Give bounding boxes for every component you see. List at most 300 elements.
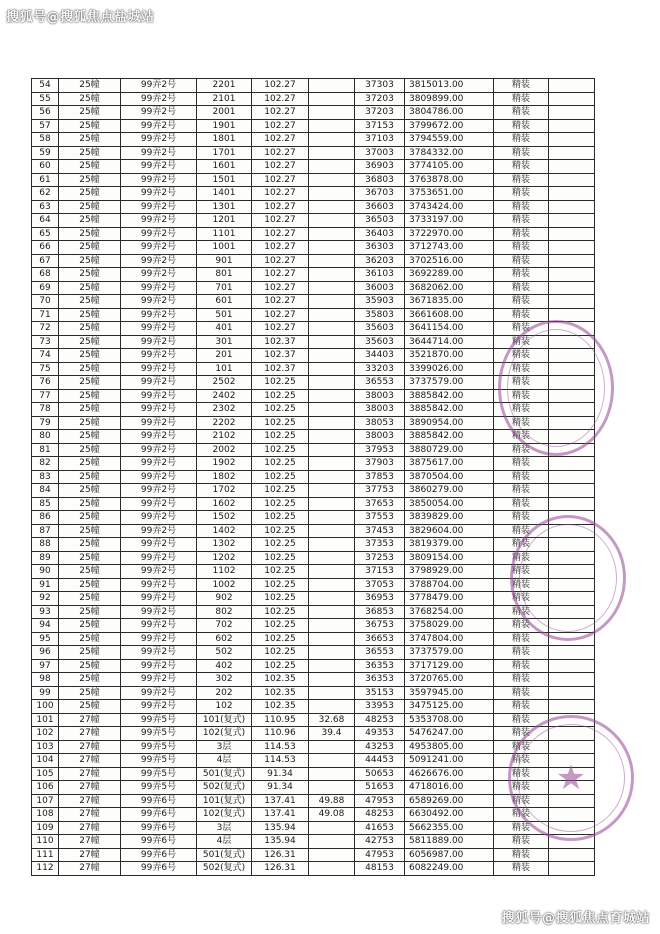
cell-area: 102.27 — [252, 160, 309, 174]
cell-blank — [549, 241, 595, 255]
cell-room: 501 — [197, 308, 252, 322]
cell-room: 601 — [197, 295, 252, 309]
cell-extra-area — [309, 484, 355, 498]
cell-building: 25幢 — [59, 524, 121, 538]
cell-blank — [549, 673, 595, 687]
table-row — [32, 281, 595, 295]
cell-finish: 精装 — [494, 214, 549, 228]
cell-finish: 精装 — [494, 443, 549, 457]
cell-area: 102.25 — [252, 389, 309, 403]
cell-unit-price: 36703 — [355, 187, 405, 201]
table-row — [32, 349, 595, 363]
table-row — [32, 227, 595, 241]
cell-building: 25幢 — [59, 430, 121, 444]
cell-row-number: 57 — [32, 119, 59, 133]
cell-total-price: 4626676.00 — [405, 767, 494, 781]
cell-blank — [549, 619, 595, 633]
cell-area: 102.35 — [252, 673, 309, 687]
cell-row-number: 61 — [32, 173, 59, 187]
cell-unit-price: 44453 — [355, 754, 405, 768]
cell-row-number: 100 — [32, 700, 59, 714]
cell-extra-area — [309, 187, 355, 201]
cell-row-number: 77 — [32, 389, 59, 403]
cell-building: 27幢 — [59, 808, 121, 822]
table-row — [32, 200, 595, 214]
cell-area: 102.25 — [252, 646, 309, 660]
cell-blank — [549, 632, 595, 646]
table-row — [32, 848, 595, 862]
price-list-sheet — [31, 78, 594, 876]
cell-building: 25幢 — [59, 295, 121, 309]
cell-address: 99弄2号 — [121, 416, 197, 430]
cell-total-price: 3788704.00 — [405, 578, 494, 592]
cell-extra-area — [309, 281, 355, 295]
cell-row-number: 66 — [32, 241, 59, 255]
cell-address: 99弄2号 — [121, 389, 197, 403]
cell-finish: 精装 — [494, 484, 549, 498]
cell-area: 91.34 — [252, 767, 309, 781]
cell-extra-area — [309, 646, 355, 660]
cell-unit-price: 37753 — [355, 484, 405, 498]
table-row — [32, 376, 595, 390]
cell-address: 99弄2号 — [121, 403, 197, 417]
cell-total-price: 3850054.00 — [405, 497, 494, 511]
cell-room: 1002 — [197, 578, 252, 592]
cell-blank — [549, 187, 595, 201]
cell-extra-area — [309, 362, 355, 376]
cell-area: 137.41 — [252, 794, 309, 808]
table-row — [32, 538, 595, 552]
cell-finish: 精装 — [494, 308, 549, 322]
cell-finish: 精装 — [494, 119, 549, 133]
cell-finish: 精装 — [494, 740, 549, 754]
cell-blank — [549, 538, 595, 552]
cell-total-price: 3712743.00 — [405, 241, 494, 255]
cell-row-number: 83 — [32, 470, 59, 484]
cell-address: 99弄2号 — [121, 160, 197, 174]
table-row — [32, 578, 595, 592]
cell-finish: 精装 — [494, 403, 549, 417]
cell-room: 701 — [197, 281, 252, 295]
cell-building: 25幢 — [59, 349, 121, 363]
table-row — [32, 619, 595, 633]
cell-unit-price: 36753 — [355, 619, 405, 633]
cell-blank — [549, 511, 595, 525]
cell-blank — [549, 862, 595, 876]
cell-unit-price: 36603 — [355, 200, 405, 214]
cell-address: 99弄2号 — [121, 511, 197, 525]
cell-finish: 精装 — [494, 511, 549, 525]
cell-blank — [549, 119, 595, 133]
cell-unit-price: 48253 — [355, 808, 405, 822]
cell-extra-area: 49.88 — [309, 794, 355, 808]
cell-area: 102.25 — [252, 403, 309, 417]
cell-room: 102(复式) — [197, 727, 252, 741]
cell-unit-price: 35603 — [355, 335, 405, 349]
cell-extra-area — [309, 767, 355, 781]
cell-address: 99弄5号 — [121, 754, 197, 768]
cell-area: 102.25 — [252, 443, 309, 457]
table-row — [32, 268, 595, 282]
cell-row-number: 102 — [32, 727, 59, 741]
cell-total-price: 3641154.00 — [405, 322, 494, 336]
cell-unit-price: 38003 — [355, 430, 405, 444]
cell-blank — [549, 821, 595, 835]
cell-area: 102.25 — [252, 376, 309, 390]
cell-area: 102.25 — [252, 457, 309, 471]
cell-total-price: 3743424.00 — [405, 200, 494, 214]
cell-room: 602 — [197, 632, 252, 646]
cell-area: 102.27 — [252, 214, 309, 228]
cell-unit-price: 36303 — [355, 241, 405, 255]
cell-building: 25幢 — [59, 443, 121, 457]
cell-area: 102.27 — [252, 119, 309, 133]
cell-row-number: 84 — [32, 484, 59, 498]
table-row — [32, 808, 595, 822]
cell-extra-area — [309, 511, 355, 525]
cell-building: 27幢 — [59, 727, 121, 741]
cell-building: 25幢 — [59, 362, 121, 376]
cell-area: 102.27 — [252, 295, 309, 309]
cell-extra-area — [309, 106, 355, 120]
cell-building: 25幢 — [59, 200, 121, 214]
cell-total-price: 5662355.00 — [405, 821, 494, 835]
cell-building: 25幢 — [59, 106, 121, 120]
cell-extra-area — [309, 781, 355, 795]
cell-row-number: 74 — [32, 349, 59, 363]
cell-total-price: 3809899.00 — [405, 92, 494, 106]
cell-extra-area — [309, 254, 355, 268]
cell-finish: 精装 — [494, 457, 549, 471]
cell-extra-area — [309, 173, 355, 187]
table-row — [32, 362, 595, 376]
cell-address: 99弄2号 — [121, 646, 197, 660]
cell-area: 110.96 — [252, 727, 309, 741]
cell-room: 101(复式) — [197, 794, 252, 808]
cell-row-number: 85 — [32, 497, 59, 511]
cell-row-number: 109 — [32, 821, 59, 835]
table-row — [32, 484, 595, 498]
cell-blank — [549, 781, 595, 795]
table-row — [32, 457, 595, 471]
cell-row-number: 70 — [32, 295, 59, 309]
cell-room: 202 — [197, 686, 252, 700]
cell-total-price: 4953805.00 — [405, 740, 494, 754]
cell-area: 102.25 — [252, 538, 309, 552]
cell-row-number: 81 — [32, 443, 59, 457]
cell-room: 2202 — [197, 416, 252, 430]
cell-extra-area — [309, 592, 355, 606]
cell-extra-area — [309, 470, 355, 484]
cell-building: 25幢 — [59, 79, 121, 93]
cell-room: 1701 — [197, 146, 252, 160]
cell-total-price: 3799672.00 — [405, 119, 494, 133]
cell-row-number: 88 — [32, 538, 59, 552]
cell-address: 99弄2号 — [121, 430, 197, 444]
cell-blank — [549, 794, 595, 808]
cell-area: 135.94 — [252, 835, 309, 849]
cell-row-number: 79 — [32, 416, 59, 430]
cell-room: 102 — [197, 700, 252, 714]
cell-area: 102.27 — [252, 173, 309, 187]
cell-address: 99弄6号 — [121, 862, 197, 876]
cell-finish: 精装 — [494, 389, 549, 403]
cell-extra-area — [309, 403, 355, 417]
cell-room: 401 — [197, 322, 252, 336]
cell-blank — [549, 659, 595, 673]
cell-finish: 精装 — [494, 565, 549, 579]
cell-address: 99弄2号 — [121, 349, 197, 363]
cell-blank — [549, 524, 595, 538]
cell-address: 99弄2号 — [121, 497, 197, 511]
cell-blank — [549, 146, 595, 160]
cell-address: 99弄2号 — [121, 106, 197, 120]
cell-finish: 精装 — [494, 187, 549, 201]
cell-address: 99弄5号 — [121, 781, 197, 795]
cell-row-number: 105 — [32, 767, 59, 781]
cell-room: 2001 — [197, 106, 252, 120]
cell-building: 25幢 — [59, 538, 121, 552]
cell-room: 1802 — [197, 470, 252, 484]
cell-finish: 精装 — [494, 497, 549, 511]
cell-blank — [549, 416, 595, 430]
cell-blank — [549, 808, 595, 822]
cell-blank — [549, 92, 595, 106]
cell-area: 114.53 — [252, 740, 309, 754]
cell-extra-area — [309, 295, 355, 309]
cell-total-price: 3809154.00 — [405, 551, 494, 565]
cell-row-number: 97 — [32, 659, 59, 673]
cell-building: 25幢 — [59, 376, 121, 390]
cell-room: 2101 — [197, 92, 252, 106]
cell-row-number: 80 — [32, 430, 59, 444]
cell-building: 25幢 — [59, 389, 121, 403]
cell-extra-area — [309, 349, 355, 363]
cell-unit-price: 47953 — [355, 848, 405, 862]
cell-total-price: 3885842.00 — [405, 389, 494, 403]
cell-row-number: 93 — [32, 605, 59, 619]
cell-total-price: 3733197.00 — [405, 214, 494, 228]
cell-row-number: 94 — [32, 619, 59, 633]
cell-room: 2502 — [197, 376, 252, 390]
cell-address: 99弄2号 — [121, 673, 197, 687]
cell-total-price: 6056987.00 — [405, 848, 494, 862]
cell-unit-price: 33953 — [355, 700, 405, 714]
cell-blank — [549, 646, 595, 660]
cell-blank — [549, 79, 595, 93]
cell-room: 501(复式) — [197, 767, 252, 781]
cell-blank — [549, 106, 595, 120]
cell-finish: 精装 — [494, 646, 549, 660]
cell-room: 1601 — [197, 160, 252, 174]
cell-address: 99弄6号 — [121, 821, 197, 835]
cell-finish: 精装 — [494, 835, 549, 849]
cell-unit-price: 51653 — [355, 781, 405, 795]
cell-unit-price: 35803 — [355, 308, 405, 322]
table-row — [32, 646, 595, 660]
cell-address: 99弄2号 — [121, 79, 197, 93]
cell-extra-area — [309, 335, 355, 349]
cell-row-number: 59 — [32, 146, 59, 160]
cell-unit-price: 42753 — [355, 835, 405, 849]
cell-finish: 精装 — [494, 254, 549, 268]
cell-room: 402 — [197, 659, 252, 673]
cell-extra-area — [309, 754, 355, 768]
cell-extra-area: 32.68 — [309, 713, 355, 727]
cell-row-number: 86 — [32, 511, 59, 525]
table-row — [32, 254, 595, 268]
cell-area: 102.27 — [252, 268, 309, 282]
cell-room: 301 — [197, 335, 252, 349]
cell-area: 102.25 — [252, 619, 309, 633]
cell-building: 25幢 — [59, 416, 121, 430]
cell-blank — [549, 200, 595, 214]
cell-area: 102.25 — [252, 605, 309, 619]
cell-finish: 精装 — [494, 632, 549, 646]
cell-area: 102.25 — [252, 524, 309, 538]
cell-unit-price: 35153 — [355, 686, 405, 700]
cell-building: 25幢 — [59, 281, 121, 295]
cell-total-price: 3475125.00 — [405, 700, 494, 714]
cell-finish: 精装 — [494, 754, 549, 768]
cell-total-price: 4718016.00 — [405, 781, 494, 795]
cell-finish: 精装 — [494, 524, 549, 538]
cell-building: 25幢 — [59, 470, 121, 484]
cell-total-price: 3722970.00 — [405, 227, 494, 241]
price-table-body — [32, 79, 595, 876]
cell-address: 99弄2号 — [121, 119, 197, 133]
table-row — [32, 187, 595, 201]
cell-unit-price: 37303 — [355, 79, 405, 93]
cell-address: 99弄2号 — [121, 578, 197, 592]
cell-total-price: 3692289.00 — [405, 268, 494, 282]
cell-room: 702 — [197, 619, 252, 633]
cell-address: 99弄2号 — [121, 146, 197, 160]
cell-building: 27幢 — [59, 740, 121, 754]
table-row — [32, 605, 595, 619]
cell-address: 99弄2号 — [121, 241, 197, 255]
cell-finish: 精装 — [494, 673, 549, 687]
cell-unit-price: 36653 — [355, 632, 405, 646]
cell-unit-price: 41653 — [355, 821, 405, 835]
cell-finish: 精装 — [494, 335, 549, 349]
cell-blank — [549, 700, 595, 714]
cell-area: 102.35 — [252, 700, 309, 714]
cell-building: 25幢 — [59, 187, 121, 201]
cell-blank — [549, 767, 595, 781]
table-row — [32, 524, 595, 538]
cell-blank — [549, 268, 595, 282]
cell-building: 25幢 — [59, 605, 121, 619]
cell-extra-area — [309, 848, 355, 862]
cell-finish: 精装 — [494, 376, 549, 390]
cell-building: 25幢 — [59, 619, 121, 633]
cell-unit-price: 37003 — [355, 146, 405, 160]
cell-total-price: 5476247.00 — [405, 727, 494, 741]
cell-row-number: 68 — [32, 268, 59, 282]
cell-address: 99弄2号 — [121, 173, 197, 187]
cell-area: 102.27 — [252, 187, 309, 201]
cell-finish: 精装 — [494, 727, 549, 741]
cell-extra-area — [309, 835, 355, 849]
cell-unit-price: 37853 — [355, 470, 405, 484]
cell-row-number: 104 — [32, 754, 59, 768]
cell-extra-area — [309, 538, 355, 552]
table-row — [32, 335, 595, 349]
cell-area: 102.25 — [252, 632, 309, 646]
cell-area: 135.94 — [252, 821, 309, 835]
cell-unit-price: 36553 — [355, 376, 405, 390]
cell-room: 1302 — [197, 538, 252, 552]
cell-unit-price: 37153 — [355, 119, 405, 133]
cell-room: 502(复式) — [197, 862, 252, 876]
cell-room: 1001 — [197, 241, 252, 255]
cell-building: 27幢 — [59, 754, 121, 768]
cell-finish: 精装 — [494, 295, 549, 309]
cell-unit-price: 37053 — [355, 578, 405, 592]
cell-area: 102.25 — [252, 497, 309, 511]
cell-room: 2201 — [197, 79, 252, 93]
cell-address: 99弄2号 — [121, 362, 197, 376]
cell-area: 102.27 — [252, 227, 309, 241]
table-row — [32, 740, 595, 754]
cell-total-price: 6082249.00 — [405, 862, 494, 876]
cell-blank — [549, 389, 595, 403]
cell-building: 25幢 — [59, 92, 121, 106]
table-row — [32, 241, 595, 255]
table-row — [32, 821, 595, 835]
watermark-top: 搜狐号@搜狐焦点盐城站 — [6, 10, 155, 25]
cell-unit-price: 34403 — [355, 349, 405, 363]
cell-finish: 精装 — [494, 794, 549, 808]
cell-building: 25幢 — [59, 214, 121, 228]
cell-room: 1402 — [197, 524, 252, 538]
cell-total-price: 3661608.00 — [405, 308, 494, 322]
cell-blank — [549, 376, 595, 390]
cell-building: 25幢 — [59, 241, 121, 255]
cell-blank — [549, 686, 595, 700]
cell-finish: 精装 — [494, 551, 549, 565]
table-row — [32, 160, 595, 174]
cell-row-number: 78 — [32, 403, 59, 417]
cell-finish: 精装 — [494, 200, 549, 214]
cell-unit-price: 36353 — [355, 673, 405, 687]
cell-unit-price: 37453 — [355, 524, 405, 538]
cell-extra-area — [309, 497, 355, 511]
cell-finish: 精装 — [494, 578, 549, 592]
cell-total-price: 3880729.00 — [405, 443, 494, 457]
cell-unit-price: 37253 — [355, 551, 405, 565]
table-row — [32, 767, 595, 781]
cell-total-price: 3870504.00 — [405, 470, 494, 484]
cell-total-price: 3720765.00 — [405, 673, 494, 687]
cell-finish: 精装 — [494, 227, 549, 241]
cell-address: 99弄2号 — [121, 565, 197, 579]
cell-finish: 精装 — [494, 619, 549, 633]
cell-address: 99弄2号 — [121, 214, 197, 228]
table-row — [32, 430, 595, 444]
cell-area: 102.27 — [252, 92, 309, 106]
cell-row-number: 73 — [32, 335, 59, 349]
cell-row-number: 72 — [32, 322, 59, 336]
cell-unit-price: 37553 — [355, 511, 405, 525]
cell-address: 99弄2号 — [121, 187, 197, 201]
cell-total-price: 3798929.00 — [405, 565, 494, 579]
cell-extra-area — [309, 605, 355, 619]
cell-finish: 精装 — [494, 430, 549, 444]
cell-blank — [549, 308, 595, 322]
cell-room: 1501 — [197, 173, 252, 187]
